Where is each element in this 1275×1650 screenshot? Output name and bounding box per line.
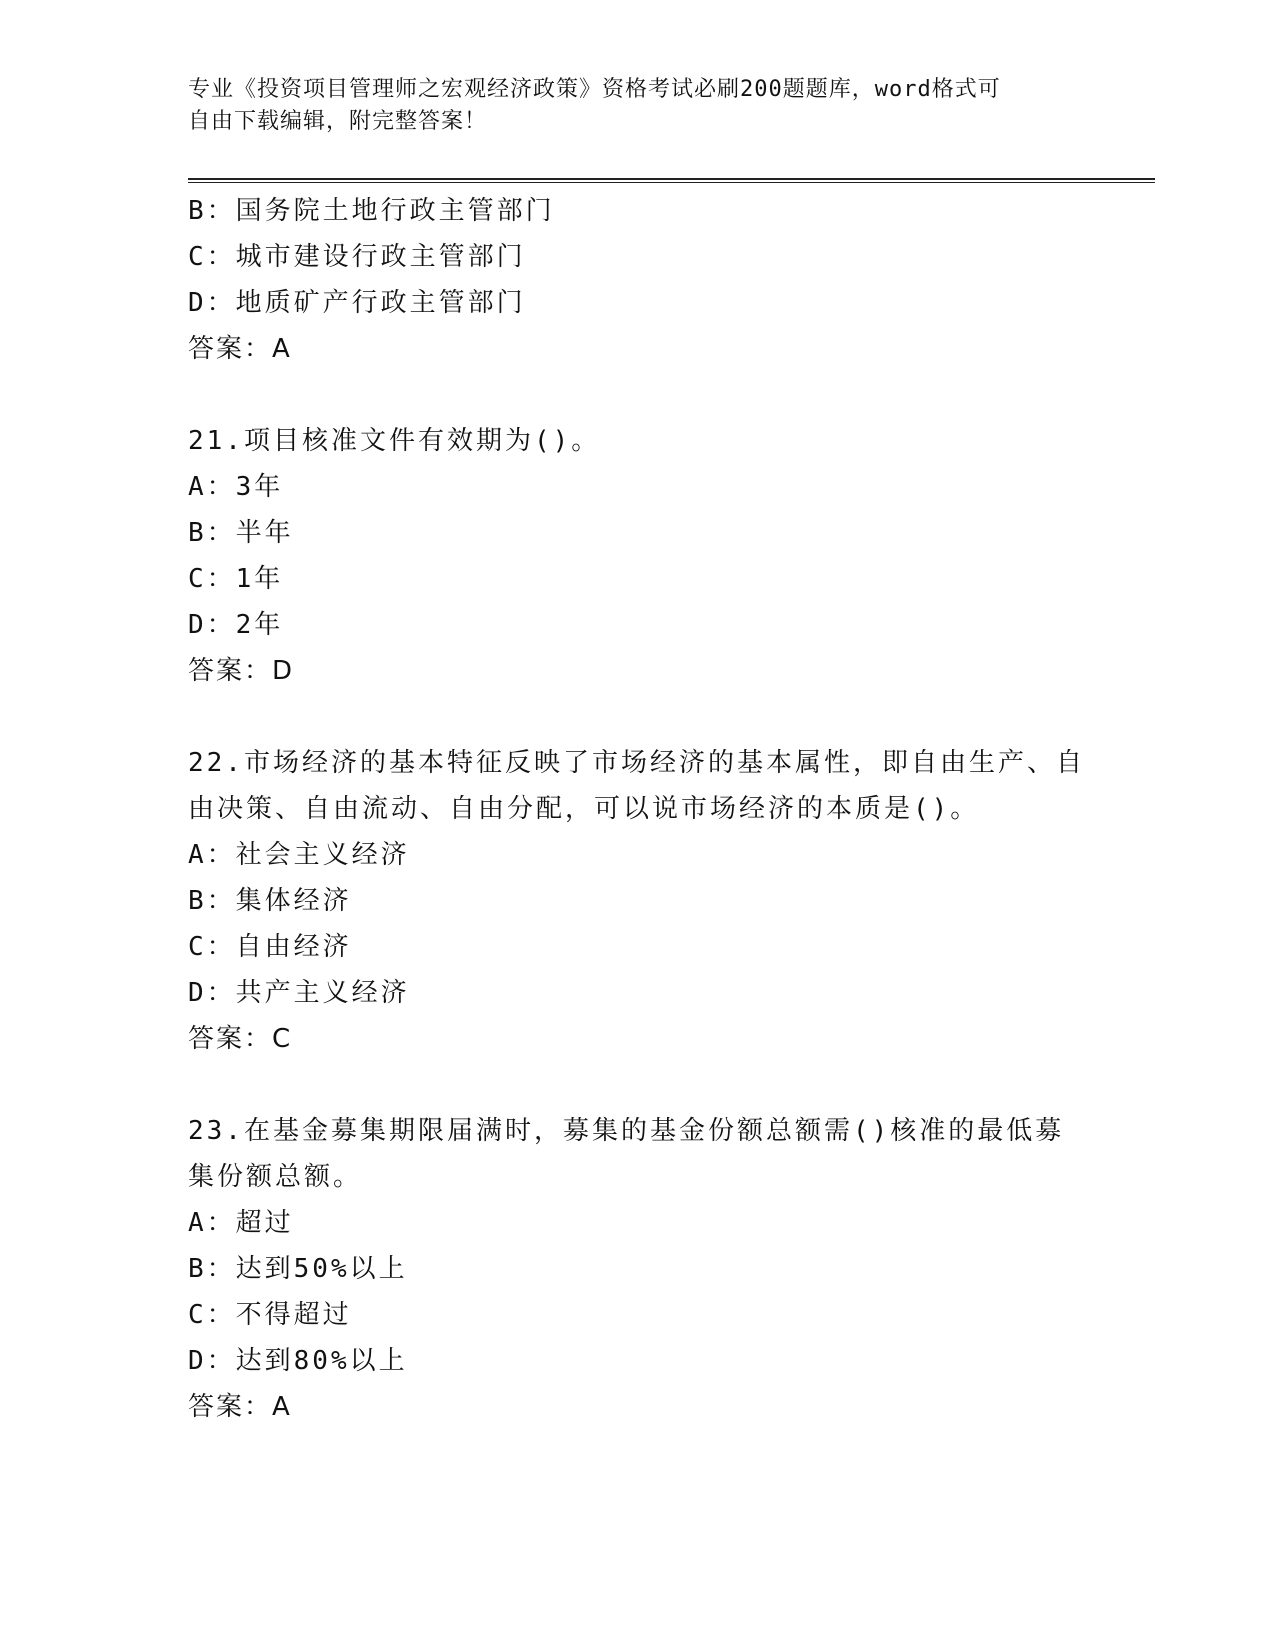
option-b: B：达到50%以上 — [188, 1254, 408, 1284]
option-c: C：城市建设行政主管部门 — [188, 242, 526, 272]
header-divider — [188, 178, 1155, 183]
document-header — [188, 74, 1078, 138]
header-line-1: 专业《投资项目管理师之宏观经济政策》资格考试必刷200题题库，word格式可 — [188, 77, 1001, 102]
option-b: B：集体经济 — [188, 886, 352, 916]
option-b: B：国务院土地行政主管部门 — [188, 196, 555, 226]
option-c: C：1年 — [188, 564, 284, 594]
answer-line: 答案：C — [188, 1024, 293, 1054]
option-d: D：地质矿产行政主管部门 — [188, 288, 526, 318]
option-d: D：共产主义经济 — [188, 978, 410, 1008]
question-list — [188, 188, 1088, 1430]
answer-line: 答案：A — [188, 1392, 292, 1422]
question-text: 22.市场经济的基本特征反映了市场经济的基本属性，即自由生产、自由决策、自由流动、自由分配，可以说市场经济的本质是()。 — [188, 748, 1085, 824]
answer-line: 答案：D — [188, 656, 295, 686]
question-text: 21.项目核准文件有效期为()。 — [188, 426, 601, 456]
question-21 — [188, 418, 1088, 694]
option-c: C：不得超过 — [188, 1300, 352, 1330]
option-d: D：达到80%以上 — [188, 1346, 408, 1376]
header-line-2: 自由下载编辑，附完整答案！ — [188, 109, 488, 134]
question-carryover — [188, 188, 1088, 372]
option-a: A：社会主义经济 — [188, 840, 410, 870]
option-a: A：超过 — [188, 1208, 294, 1238]
question-22 — [188, 740, 1088, 1062]
answer-line: 答案：A — [188, 334, 292, 364]
option-d: D：2年 — [188, 610, 284, 640]
question-text: 23.在基金募集期限届满时，募集的基金份额总额需()核准的最低募集份额总额。 — [188, 1116, 1065, 1192]
question-23 — [188, 1108, 1088, 1430]
option-b: B：半年 — [188, 518, 294, 548]
spacer — [188, 694, 1088, 740]
spacer — [188, 1062, 1088, 1108]
option-a: A：3年 — [188, 472, 284, 502]
option-c: C：自由经济 — [188, 932, 352, 962]
spacer — [188, 372, 1088, 418]
